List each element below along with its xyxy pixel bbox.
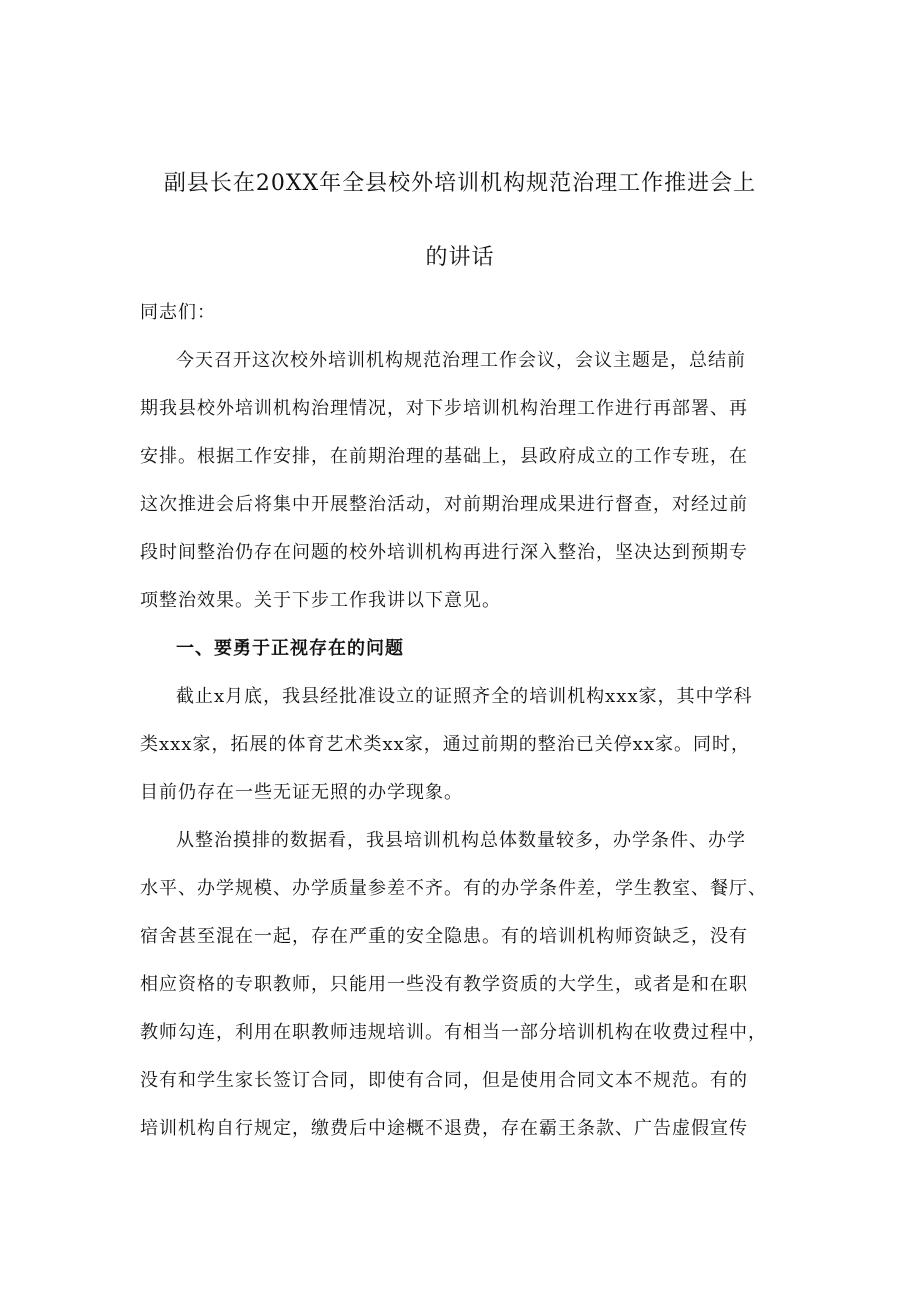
paragraph-2-line-3: 目前仍存在一些无证无照的办学现象。: [140, 782, 463, 803]
paragraph-2-line-1: 截止x月底，我县经批准设立的证照齐全的培训机构xxx家，其中学科: [176, 686, 753, 707]
paragraph-1-line-3: 安排。根据工作安排，在前期治理的基础上，县政府成立的工作专班，在: [140, 446, 748, 467]
paragraph-3-line-3: 宿舍甚至混在一起，存在严重的安全隐患。有的培训机构师资缺乏，没有: [140, 926, 748, 947]
paragraph-1-line-4: 这次推进会后将集中开展整治活动，对前期治理成果进行督查，对经过前: [140, 494, 748, 515]
paragraph-2-line-2: 类xxx家，拓展的体育艺术类xx家，通过前期的整治已关停xx家。同时，: [140, 734, 751, 755]
salutation: 同志们：: [140, 302, 216, 323]
paragraph-3-line-6: 没有和学生家长签订合同，即使有合同，但是使用合同文本不规范。有的: [140, 1070, 748, 1091]
paragraph-3-line-5: 教师勾连，利用在职教师违规培训。有相当一部分培训机构在收费过程中，: [140, 1022, 767, 1043]
document-title-line-2: 的讲话: [425, 245, 495, 270]
document-title-line-1: 副县长在20XX年全县校外培训机构规范治理工作推进会上: [163, 171, 757, 196]
paragraph-3-line-4: 相应资格的专职教师，只能用一些没有教学资质的大学生，或者是和在职: [140, 974, 748, 995]
paragraph-1-line-1: 今天召开这次校外培训机构规范治理工作会议，会议主题是，总结前: [176, 350, 746, 371]
paragraph-1-line-5: 段时间整治仍存在问题的校外培训机构再进行深入整治，坚决达到预期专: [140, 542, 748, 563]
paragraph-3-line-2: 水平、办学规模、办学质量参差不齐。有的办学条件差，学生教室、餐厅、: [140, 878, 767, 899]
section-heading-1: 一、要勇于正视存在的问题: [176, 638, 404, 659]
paragraph-3-line-1: 从整治摸排的数据看，我县培训机构总体数量较多，办学条件、办学: [176, 830, 746, 851]
paragraph-3-line-7: 培训机构自行规定，缴费后中途概不退费，存在霸王条款、广告虚假宣传: [140, 1118, 748, 1139]
paragraph-1-line-6: 项整治效果。关于下步工作我讲以下意见。: [140, 590, 501, 611]
paragraph-1-line-2: 期我县校外培训机构治理情况，对下步培训机构治理工作进行再部署、再: [140, 398, 748, 419]
